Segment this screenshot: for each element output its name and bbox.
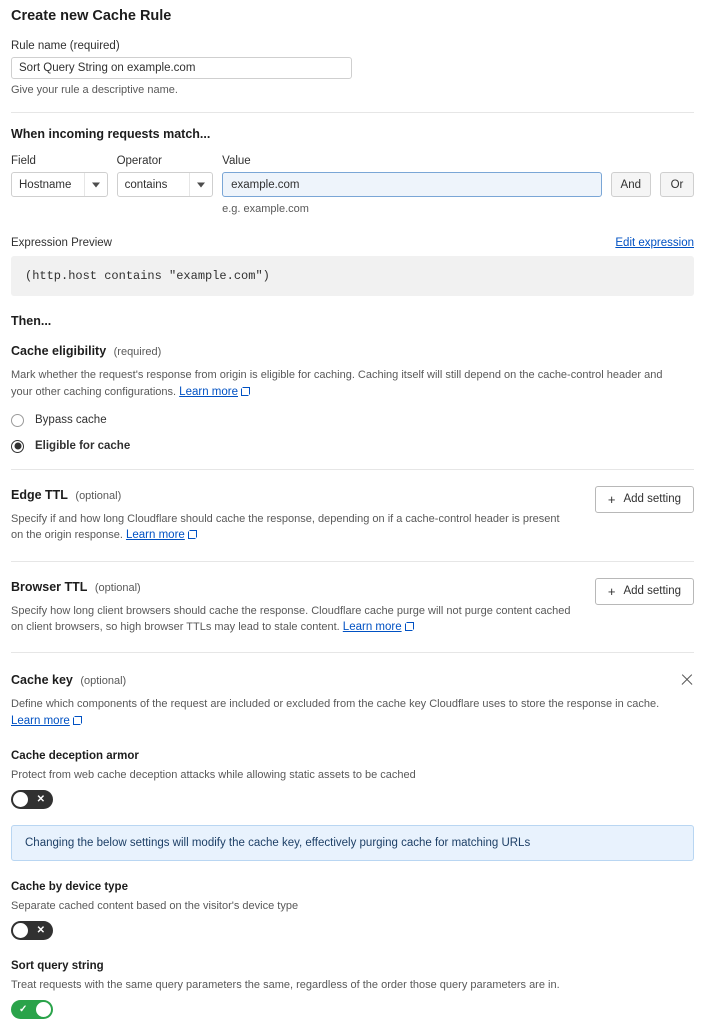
- value-column: [222, 155, 601, 215]
- divider-cache-key: [11, 652, 694, 653]
- operator-column: [117, 155, 214, 197]
- cache-eligibility-title-row: [11, 342, 694, 360]
- cache-by-device-type-description: Separate cached content based on the visitor's device type: [11, 900, 299, 912]
- and-button-column: [611, 155, 651, 197]
- cache-eligibility-learn-more-link[interactable]: Learn more: [179, 385, 238, 398]
- operator-select[interactable]: [117, 172, 214, 197]
- rule-name-group: [11, 40, 694, 96]
- then-heading: Then...: [11, 314, 52, 328]
- cache-deception-armor-description: Protect from web cache deception attacks while allowing static assets to be cached: [11, 769, 416, 781]
- browser-ttl-optional: (optional): [94, 581, 141, 594]
- plus-icon: +: [607, 583, 616, 599]
- cache-deception-armor-toggle-mark: ✕: [36, 793, 45, 805]
- radio-eligible-for-cache[interactable]: [11, 440, 694, 453]
- value-helper: e.g. example.com: [222, 203, 309, 215]
- field-select[interactable]: [11, 172, 108, 197]
- cache-key-notice: Changing the below settings will modify the cache key, effectively purging cache for matching URLs: [11, 825, 694, 861]
- value-label: Value: [222, 155, 251, 167]
- divider-match: [11, 112, 694, 113]
- edge-ttl-left: [11, 486, 571, 545]
- expression-preview-box: (http.host contains "example.com"): [11, 256, 694, 296]
- external-link-icon: [188, 530, 197, 539]
- sort-query-string-toggle-mark: ✓: [19, 1003, 28, 1015]
- external-link-icon: [241, 387, 250, 396]
- browser-ttl-learn-more-link[interactable]: Learn more: [342, 621, 402, 633]
- browser-ttl-description: [11, 603, 571, 637]
- field-select-divider: [84, 173, 85, 196]
- sort-query-string-toggle[interactable]: [11, 1000, 53, 1019]
- expression-header: [11, 237, 694, 249]
- edge-ttl-learn-more-link[interactable]: Learn more: [125, 529, 185, 542]
- cache-by-device-type-title: Cache by device type: [11, 881, 128, 893]
- edge-ttl-add-setting-button[interactable]: [595, 486, 694, 513]
- toggle-knob: [13, 923, 28, 938]
- browser-ttl-section: [11, 578, 694, 637]
- cache-key-description: [11, 696, 680, 730]
- cache-key-title-row: [11, 671, 680, 689]
- match-row: [11, 155, 694, 215]
- cache-by-device-type-toggle[interactable]: [11, 921, 53, 940]
- chevron-down-icon: [92, 182, 100, 187]
- cache-by-device-type-toggle-mark: ✕: [36, 924, 45, 936]
- cache-key-description-text: Define which components of the request are included or excluded from the cache key Cloudflare uses to store the response in cache.: [11, 698, 660, 711]
- edge-ttl-optional: (optional): [75, 489, 122, 502]
- field-column: [11, 155, 108, 197]
- radio-bypass-cache-icon: [11, 414, 24, 427]
- edge-ttl-add-setting-label: Add setting: [623, 493, 681, 506]
- cache-key-title: Cache key: [11, 673, 73, 688]
- cache-deception-armor-toggle[interactable]: [11, 790, 53, 809]
- field-label: Field: [11, 155, 36, 167]
- value-input[interactable]: [222, 172, 601, 197]
- divider-edge-ttl: [11, 469, 694, 470]
- divider-browser-ttl: [11, 561, 694, 562]
- edge-ttl-description-text: Specify if and how long Cloudflare should cache the response, depending on if a cache-control header is present on the origin response.: [11, 512, 560, 542]
- cache-eligibility-title: Cache eligibility: [11, 344, 107, 358]
- edge-ttl-title-row: [11, 486, 571, 504]
- field-select-value: Hostname: [19, 178, 72, 191]
- expression-preview-label: Expression Preview: [11, 237, 112, 249]
- cache-eligibility-section: [11, 342, 694, 453]
- operator-select-value: contains: [124, 178, 168, 191]
- cache-key-optional: (optional): [80, 675, 127, 688]
- toggle-knob: [36, 1002, 51, 1017]
- toggle-knob: [13, 792, 28, 807]
- browser-ttl-add-setting-button[interactable]: [595, 578, 694, 605]
- cache-key-header: [11, 671, 694, 730]
- browser-ttl-title: Browser TTL: [11, 579, 88, 594]
- radio-bypass-cache-label: Bypass cache: [35, 414, 107, 427]
- radio-eligible-for-cache-label: Eligible for cache: [35, 440, 131, 453]
- radio-bypass-cache[interactable]: [11, 414, 694, 427]
- or-spacer: [660, 155, 694, 167]
- radio-eligible-for-cache-icon: [11, 440, 24, 453]
- edge-ttl-title: Edge TTL: [11, 487, 68, 502]
- or-button-column: [660, 155, 694, 197]
- and-button[interactable]: And: [611, 172, 651, 197]
- browser-ttl-description-text: Specify how long client browsers should cache the response. Cloudflare cache purge will not purge content cached on client browsers, so high browser TTLs may lead to stale content.: [11, 604, 571, 633]
- close-icon[interactable]: [680, 673, 694, 687]
- plus-icon: +: [607, 491, 616, 507]
- cache-eligibility-description-text: Mark whether the request's response from origin is eligible for caching. Caching itself will still depend on the cache-control header and your other caching configurations.: [11, 369, 663, 398]
- chevron-down-icon: [197, 182, 205, 187]
- browser-ttl-title-row: [11, 578, 571, 596]
- sort-query-string-description: Treat requests with the same query parameters the same, regardless of the order those query parameters are in.: [11, 979, 560, 991]
- and-spacer: [611, 155, 651, 167]
- match-section-heading: When incoming requests match...: [11, 127, 211, 141]
- cache-deception-armor-title: Cache deception armor: [11, 750, 139, 762]
- page-title: Create new Cache Rule: [11, 8, 172, 24]
- cache-eligibility-description: [11, 367, 683, 401]
- cache-key-learn-more-link[interactable]: Learn more: [11, 714, 70, 727]
- cache-key-left: [11, 671, 680, 730]
- external-link-icon: [73, 716, 82, 725]
- edge-ttl-section: [11, 486, 694, 545]
- rule-name-input[interactable]: [11, 57, 352, 79]
- sort-query-string-title: Sort query string: [11, 960, 104, 972]
- edit-expression-link[interactable]: Edit expression: [615, 237, 694, 249]
- cache-eligibility-required: (required): [113, 346, 162, 358]
- browser-ttl-add-setting-label: Add setting: [623, 585, 681, 597]
- external-link-icon: [405, 622, 414, 631]
- edge-ttl-description: [11, 511, 571, 545]
- operator-select-divider: [189, 173, 190, 196]
- browser-ttl-left: [11, 578, 571, 637]
- rule-name-label: Rule name (required): [11, 40, 120, 52]
- rule-name-helper: Give your rule a descriptive name.: [11, 84, 178, 96]
- or-button[interactable]: Or: [660, 172, 694, 197]
- operator-label: Operator: [116, 155, 162, 167]
